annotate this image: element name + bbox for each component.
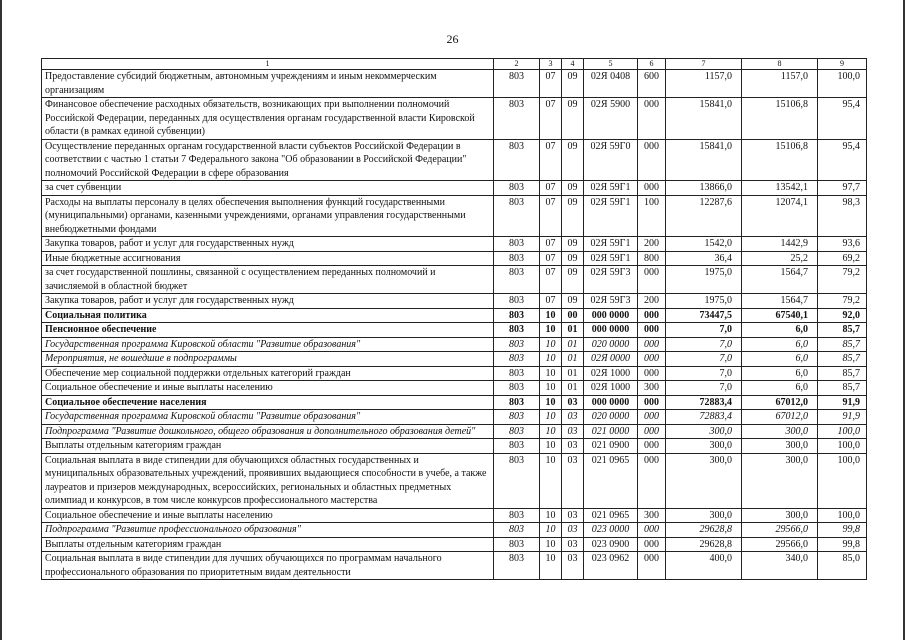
planned-amount-cell: 7,0 <box>666 381 742 396</box>
row-name-cell: Социальное обеспечение и иные выплаты населению <box>42 381 494 396</box>
subsection-code-cell: 01 <box>562 323 584 338</box>
subsection-code-cell: 09 <box>562 251 584 266</box>
ministry-code-cell: 803 <box>494 308 540 323</box>
target-article-cell: 000 0000 <box>584 395 638 410</box>
column-number: 1 <box>42 59 494 70</box>
section-code-cell: 10 <box>540 410 562 425</box>
ministry-code-cell: 803 <box>494 523 540 538</box>
section-code-cell: 10 <box>540 552 562 580</box>
section-code-cell: 07 <box>540 237 562 252</box>
ministry-code-cell: 803 <box>494 195 540 237</box>
execution-percent-cell: 92,0 <box>818 308 867 323</box>
planned-amount-cell: 7,0 <box>666 337 742 352</box>
target-article-cell: 02Я 1000 <box>584 381 638 396</box>
row-name-cell: Закупка товаров, работ и услуг для государственных нужд <box>42 294 494 309</box>
executed-amount-cell: 29566,0 <box>742 537 818 552</box>
planned-amount-cell: 72883,4 <box>666 395 742 410</box>
executed-amount-cell: 300,0 <box>742 439 818 454</box>
subsection-code-cell: 03 <box>562 523 584 538</box>
table-row <box>42 139 867 181</box>
column-number: 5 <box>584 59 638 70</box>
execution-percent-cell: 85,7 <box>818 323 867 338</box>
target-article-cell: 02Я 59Г1 <box>584 195 638 237</box>
section-code-cell: 10 <box>540 323 562 338</box>
executed-amount-cell: 67012,0 <box>742 410 818 425</box>
target-article-cell: 021 0000 <box>584 424 638 439</box>
planned-amount-cell: 29628,8 <box>666 537 742 552</box>
row-name-cell: Финансовое обеспечение расходных обязательств, возникающих при выполнении полномочий Российской Федерации, переданных для осуществления органам государственной власти Кировской области (в рамках единой субвенции) <box>42 98 494 140</box>
subsection-code-cell: 00 <box>562 308 584 323</box>
row-name-cell: Социальное обеспечение населения <box>42 395 494 410</box>
subsection-code-cell: 09 <box>562 294 584 309</box>
table-row <box>42 523 867 538</box>
subsection-code-cell: 03 <box>562 537 584 552</box>
ministry-code-cell: 803 <box>494 266 540 294</box>
table-row <box>42 294 867 309</box>
planned-amount-cell: 300,0 <box>666 508 742 523</box>
table-row <box>42 251 867 266</box>
target-article-cell: 023 0900 <box>584 537 638 552</box>
section-code-cell: 10 <box>540 337 562 352</box>
row-name-cell: Государственная программа Кировской области "Развитие образования" <box>42 410 494 425</box>
table-body <box>42 70 867 580</box>
planned-amount-cell: 15841,0 <box>666 98 742 140</box>
planned-amount-cell: 7,0 <box>666 323 742 338</box>
subsection-code-cell: 09 <box>562 237 584 252</box>
executed-amount-cell: 6,0 <box>742 366 818 381</box>
execution-percent-cell: 97,7 <box>818 181 867 196</box>
target-article-cell: 02Я 59Г0 <box>584 139 638 181</box>
executed-amount-cell: 13542,1 <box>742 181 818 196</box>
target-article-cell: 02Я 0000 <box>584 352 638 367</box>
row-name-cell: за счет субвенции <box>42 181 494 196</box>
target-article-cell: 021 0900 <box>584 439 638 454</box>
subsection-code-cell: 03 <box>562 424 584 439</box>
subsection-code-cell: 09 <box>562 70 584 98</box>
executed-amount-cell: 1564,7 <box>742 294 818 309</box>
target-article-cell: 02Я 0408 <box>584 70 638 98</box>
expense-type-cell: 200 <box>638 294 666 309</box>
executed-amount-cell: 6,0 <box>742 323 818 338</box>
section-code-cell: 07 <box>540 139 562 181</box>
ministry-code-cell: 803 <box>494 237 540 252</box>
executed-amount-cell: 6,0 <box>742 337 818 352</box>
execution-percent-cell: 85,7 <box>818 337 867 352</box>
section-code-cell: 07 <box>540 266 562 294</box>
expense-type-cell: 800 <box>638 251 666 266</box>
column-number: 3 <box>540 59 562 70</box>
row-name-cell: Социальная политика <box>42 308 494 323</box>
page-number: 26 <box>446 32 459 46</box>
ministry-code-cell: 803 <box>494 439 540 454</box>
table-row <box>42 308 867 323</box>
row-name-cell: Выплаты отдельным категориям граждан <box>42 537 494 552</box>
executed-amount-cell: 6,0 <box>742 352 818 367</box>
subsection-code-cell: 09 <box>562 181 584 196</box>
execution-percent-cell: 91,9 <box>818 395 867 410</box>
executed-amount-cell: 1442,9 <box>742 237 818 252</box>
execution-percent-cell: 95,4 <box>818 139 867 181</box>
row-name-cell: Предоставление субсидий бюджетным, автономным учреждениям и иным некоммерческим организациям <box>42 70 494 98</box>
column-number-row <box>42 59 867 70</box>
planned-amount-cell: 7,0 <box>666 366 742 381</box>
column-number: 8 <box>742 59 818 70</box>
ministry-code-cell: 803 <box>494 98 540 140</box>
executed-amount-cell: 25,2 <box>742 251 818 266</box>
target-article-cell: 021 0965 <box>584 508 638 523</box>
executed-amount-cell: 67012,0 <box>742 395 818 410</box>
expense-type-cell: 100 <box>638 195 666 237</box>
executed-amount-cell: 12074,1 <box>742 195 818 237</box>
execution-percent-cell: 85,7 <box>818 381 867 396</box>
subsection-code-cell: 09 <box>562 195 584 237</box>
execution-percent-cell: 85,7 <box>818 366 867 381</box>
execution-percent-cell: 99,8 <box>818 537 867 552</box>
section-code-cell: 07 <box>540 195 562 237</box>
table-row <box>42 439 867 454</box>
expense-type-cell: 000 <box>638 552 666 580</box>
table-row <box>42 552 867 580</box>
target-article-cell: 02Я 59Г1 <box>584 181 638 196</box>
execution-percent-cell: 100,0 <box>818 439 867 454</box>
table-row <box>42 337 867 352</box>
column-number: 6 <box>638 59 666 70</box>
execution-percent-cell: 93,6 <box>818 237 867 252</box>
ministry-code-cell: 803 <box>494 381 540 396</box>
row-name-cell: Иные бюджетные ассигнования <box>42 251 494 266</box>
expense-type-cell: 300 <box>638 508 666 523</box>
executed-amount-cell: 67540,1 <box>742 308 818 323</box>
target-article-cell: 02Я 59Г3 <box>584 294 638 309</box>
expense-type-cell: 000 <box>638 98 666 140</box>
subsection-code-cell: 09 <box>562 139 584 181</box>
expense-type-cell: 000 <box>638 308 666 323</box>
expense-type-cell: 000 <box>638 523 666 538</box>
planned-amount-cell: 300,0 <box>666 453 742 508</box>
table-row <box>42 195 867 237</box>
executed-amount-cell: 300,0 <box>742 508 818 523</box>
section-code-cell: 10 <box>540 381 562 396</box>
planned-amount-cell: 29628,8 <box>666 523 742 538</box>
row-name-cell: Социальная выплата в виде стипендии для лучших обучающихся по программам начального профессионального образования по приоритетным видам деятельности <box>42 552 494 580</box>
table-row <box>42 352 867 367</box>
subsection-code-cell: 03 <box>562 439 584 454</box>
table-row <box>42 98 867 140</box>
executed-amount-cell: 340,0 <box>742 552 818 580</box>
section-code-cell: 07 <box>540 251 562 266</box>
row-name-cell: Обеспечение мер социальной поддержки отдельных категорий граждан <box>42 366 494 381</box>
ministry-code-cell: 803 <box>494 323 540 338</box>
row-name-cell: Пенсионное обеспечение <box>42 323 494 338</box>
budget-table <box>41 58 867 580</box>
planned-amount-cell: 72883,4 <box>666 410 742 425</box>
target-article-cell: 021 0965 <box>584 453 638 508</box>
planned-amount-cell: 1542,0 <box>666 237 742 252</box>
expense-type-cell: 000 <box>638 139 666 181</box>
planned-amount-cell: 400,0 <box>666 552 742 580</box>
ministry-code-cell: 803 <box>494 181 540 196</box>
ministry-code-cell: 803 <box>494 352 540 367</box>
table-row <box>42 395 867 410</box>
table-row <box>42 366 867 381</box>
expense-type-cell: 000 <box>638 366 666 381</box>
planned-amount-cell: 1975,0 <box>666 294 742 309</box>
target-article-cell: 020 0000 <box>584 337 638 352</box>
table-row <box>42 181 867 196</box>
planned-amount-cell: 12287,6 <box>666 195 742 237</box>
execution-percent-cell: 99,8 <box>818 523 867 538</box>
expense-type-cell: 000 <box>638 410 666 425</box>
executed-amount-cell: 300,0 <box>742 453 818 508</box>
planned-amount-cell: 300,0 <box>666 439 742 454</box>
planned-amount-cell: 73447,5 <box>666 308 742 323</box>
expense-type-cell: 200 <box>638 237 666 252</box>
execution-percent-cell: 100,0 <box>818 70 867 98</box>
row-name-cell: Выплаты отдельным категориям граждан <box>42 439 494 454</box>
column-number: 4 <box>562 59 584 70</box>
expense-type-cell: 000 <box>638 266 666 294</box>
planned-amount-cell: 1975,0 <box>666 266 742 294</box>
section-code-cell: 10 <box>540 508 562 523</box>
target-article-cell: 02Я 59Г1 <box>584 251 638 266</box>
scan-edge-left <box>0 0 2 640</box>
row-name-cell: за счет государственной пошлины, связанной с осуществлением переданных полномочий и зачисляемой в областной бюджет <box>42 266 494 294</box>
target-article-cell: 02Я 59Г1 <box>584 237 638 252</box>
section-code-cell: 10 <box>540 439 562 454</box>
planned-amount-cell: 300,0 <box>666 424 742 439</box>
table-row <box>42 410 867 425</box>
row-name-cell: Мероприятия, не вошедшие в подпрограммы <box>42 352 494 367</box>
planned-amount-cell: 7,0 <box>666 352 742 367</box>
budget-table-container <box>41 58 866 580</box>
table-row <box>42 70 867 98</box>
section-code-cell: 10 <box>540 308 562 323</box>
expense-type-cell: 000 <box>638 181 666 196</box>
subsection-code-cell: 09 <box>562 98 584 140</box>
column-number: 2 <box>494 59 540 70</box>
planned-amount-cell: 13866,0 <box>666 181 742 196</box>
ministry-code-cell: 803 <box>494 552 540 580</box>
row-name-cell: Социальная выплата в виде стипендии для обучающихся областных государственных и муниципальных образовательных учреждений, проявивших выдающиеся способности в учебе, а также лауреатов и призеров международных, всероссийских, региональных и областных предметных олимпиад и конкурсов, в том числе конкурсов профессионального мастерства <box>42 453 494 508</box>
table-row <box>42 508 867 523</box>
target-article-cell: 02Я 5900 <box>584 98 638 140</box>
expense-type-cell: 000 <box>638 439 666 454</box>
row-name-cell: Государственная программа Кировской области "Развитие образования" <box>42 337 494 352</box>
section-code-cell: 10 <box>540 453 562 508</box>
ministry-code-cell: 803 <box>494 251 540 266</box>
section-code-cell: 10 <box>540 366 562 381</box>
executed-amount-cell: 15106,8 <box>742 98 818 140</box>
ministry-code-cell: 803 <box>494 337 540 352</box>
execution-percent-cell: 79,2 <box>818 266 867 294</box>
planned-amount-cell: 36,4 <box>666 251 742 266</box>
column-number: 7 <box>666 59 742 70</box>
ministry-code-cell: 803 <box>494 453 540 508</box>
planned-amount-cell: 15841,0 <box>666 139 742 181</box>
row-name-cell: Расходы на выплаты персоналу в целях обеспечения выполнения функций государственными (муниципальными) органами, казенными учреждениями, органами управления государственными внебюджетными фондами <box>42 195 494 237</box>
row-name-cell: Подпрограмма "Развитие профессионального образования" <box>42 523 494 538</box>
execution-percent-cell: 85,0 <box>818 552 867 580</box>
expense-type-cell: 000 <box>638 352 666 367</box>
subsection-code-cell: 01 <box>562 366 584 381</box>
target-article-cell: 000 0000 <box>584 308 638 323</box>
subsection-code-cell: 01 <box>562 381 584 396</box>
subsection-code-cell: 01 <box>562 337 584 352</box>
execution-percent-cell: 69,2 <box>818 251 867 266</box>
subsection-code-cell: 03 <box>562 508 584 523</box>
execution-percent-cell: 95,4 <box>818 98 867 140</box>
execution-percent-cell: 100,0 <box>818 508 867 523</box>
execution-percent-cell: 91,9 <box>818 410 867 425</box>
ministry-code-cell: 803 <box>494 139 540 181</box>
execution-percent-cell: 85,7 <box>818 352 867 367</box>
expense-type-cell: 000 <box>638 424 666 439</box>
section-code-cell: 07 <box>540 181 562 196</box>
section-code-cell: 10 <box>540 537 562 552</box>
ministry-code-cell: 803 <box>494 410 540 425</box>
ministry-code-cell: 803 <box>494 366 540 381</box>
ministry-code-cell: 803 <box>494 537 540 552</box>
expense-type-cell: 600 <box>638 70 666 98</box>
subsection-code-cell: 09 <box>562 266 584 294</box>
executed-amount-cell: 29566,0 <box>742 523 818 538</box>
target-article-cell: 023 0962 <box>584 552 638 580</box>
execution-percent-cell: 100,0 <box>818 424 867 439</box>
expense-type-cell: 300 <box>638 381 666 396</box>
row-name-cell: Подпрограмма "Развитие дошкольного, общего образования и дополнительного образования детей" <box>42 424 494 439</box>
expense-type-cell: 000 <box>638 537 666 552</box>
target-article-cell: 020 0000 <box>584 410 638 425</box>
executed-amount-cell: 6,0 <box>742 381 818 396</box>
subsection-code-cell: 03 <box>562 552 584 580</box>
table-row <box>42 537 867 552</box>
executed-amount-cell: 1564,7 <box>742 266 818 294</box>
row-name-cell: Социальное обеспечение и иные выплаты населению <box>42 508 494 523</box>
table-row <box>42 453 867 508</box>
planned-amount-cell: 1157,0 <box>666 70 742 98</box>
ministry-code-cell: 803 <box>494 294 540 309</box>
expense-type-cell: 000 <box>638 395 666 410</box>
subsection-code-cell: 03 <box>562 453 584 508</box>
executed-amount-cell: 300,0 <box>742 424 818 439</box>
ministry-code-cell: 803 <box>494 508 540 523</box>
expense-type-cell: 000 <box>638 453 666 508</box>
section-code-cell: 10 <box>540 395 562 410</box>
section-code-cell: 07 <box>540 294 562 309</box>
target-article-cell: 02Я 59Г3 <box>584 266 638 294</box>
table-row <box>42 266 867 294</box>
section-code-cell: 10 <box>540 523 562 538</box>
table-row <box>42 323 867 338</box>
row-name-cell: Закупка товаров, работ и услуг для государственных нужд <box>42 237 494 252</box>
section-code-cell: 07 <box>540 98 562 140</box>
ministry-code-cell: 803 <box>494 424 540 439</box>
subsection-code-cell: 03 <box>562 410 584 425</box>
table-row <box>42 237 867 252</box>
subsection-code-cell: 03 <box>562 395 584 410</box>
target-article-cell: 000 0000 <box>584 323 638 338</box>
section-code-cell: 07 <box>540 70 562 98</box>
executed-amount-cell: 1157,0 <box>742 70 818 98</box>
ministry-code-cell: 803 <box>494 70 540 98</box>
expense-type-cell: 000 <box>638 337 666 352</box>
expense-type-cell: 000 <box>638 323 666 338</box>
execution-percent-cell: 98,3 <box>818 195 867 237</box>
subsection-code-cell: 01 <box>562 352 584 367</box>
ministry-code-cell: 803 <box>494 395 540 410</box>
target-article-cell: 023 0000 <box>584 523 638 538</box>
table-row <box>42 381 867 396</box>
target-article-cell: 02Я 1000 <box>584 366 638 381</box>
execution-percent-cell: 79,2 <box>818 294 867 309</box>
row-name-cell: Осуществление переданных органам государственной власти субъектов Российской Федерации в соответствии с частью 1 статьи 7 Федерального закона "Об образовании в Российской Федерации" полномочий Российской Федерации в сфере образования <box>42 139 494 181</box>
table-row <box>42 424 867 439</box>
section-code-cell: 10 <box>540 424 562 439</box>
executed-amount-cell: 15106,8 <box>742 139 818 181</box>
column-number: 9 <box>818 59 867 70</box>
section-code-cell: 10 <box>540 352 562 367</box>
execution-percent-cell: 100,0 <box>818 453 867 508</box>
